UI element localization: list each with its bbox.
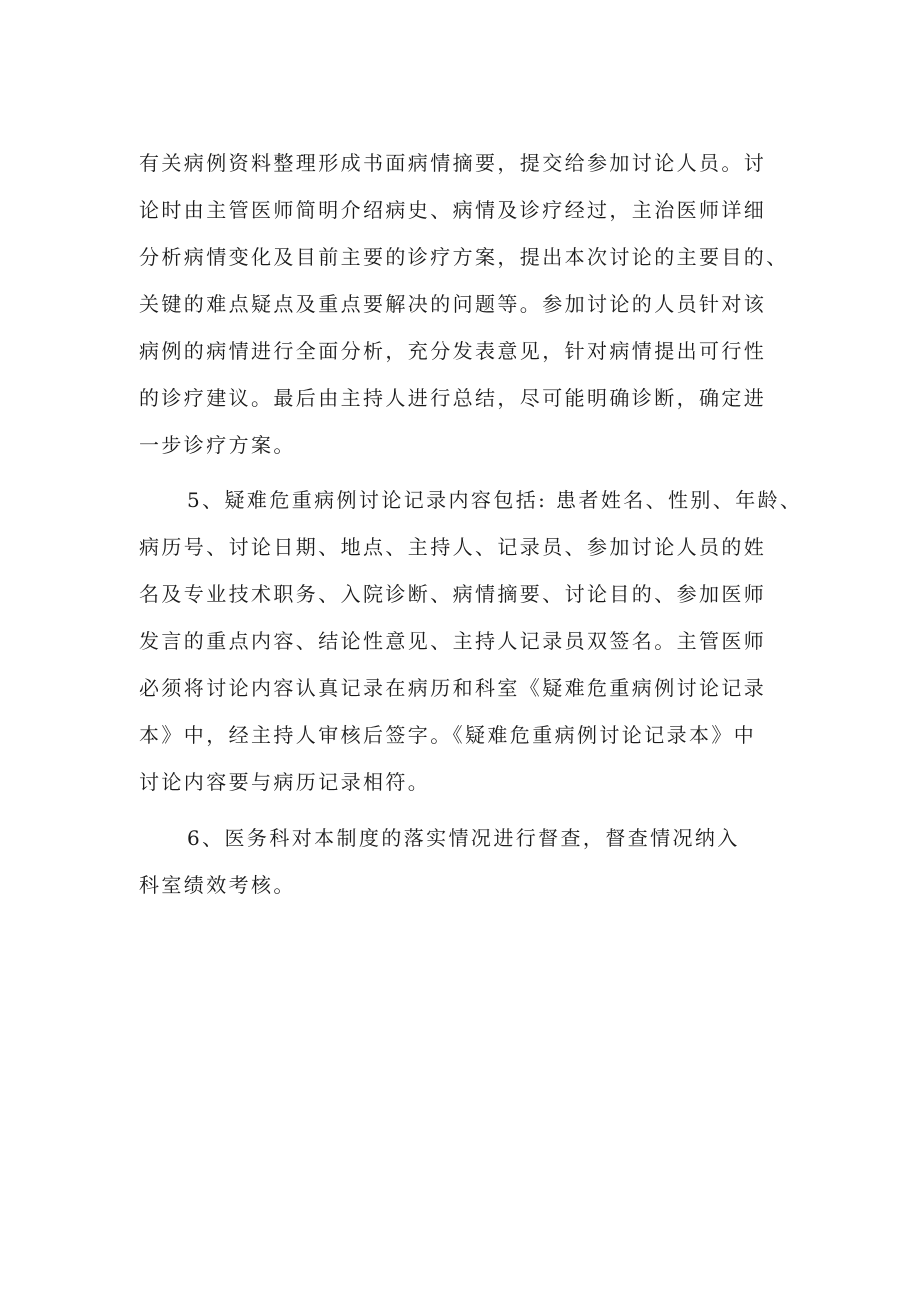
paragraph-1-line-6: 的诊疗建议。最后由主持人进行总结，尽可能明确诊断，确定进 bbox=[139, 386, 767, 410]
paragraph-1-line-5: 病例的病情进行全面分析，充分发表意见，针对病情提出可行性 bbox=[139, 339, 767, 363]
paragraph-2-line-2: 病历号、讨论日期、地点、主持人、记录员、参加讨论人员的姓 bbox=[139, 535, 767, 559]
paragraph-2-line-1: 5、疑难危重病例讨论记录内容包括: 患者姓名、性别、年龄、 bbox=[187, 488, 803, 512]
paragraph-3-line-1: 6、医务科对本制度的落实情况进行督查，督查情况纳入 bbox=[187, 826, 740, 850]
paragraph-1-line-4: 关键的难点疑点及重点要解决的问题等。参加讨论的人员针对该 bbox=[139, 292, 767, 316]
paragraph-2-line-4: 发言的重点内容、结论性意见、主持人记录员双签名。主管医师 bbox=[139, 629, 767, 653]
paragraph-2-line-7: 讨论内容要与病历记录相符。 bbox=[139, 770, 431, 794]
paragraph-1-line-1: 有关病例资料整理形成书面病情摘要，提交给参加讨论人员。讨 bbox=[139, 151, 767, 175]
paragraph-2-line-6: 本》中，经主持人审核后签字。《疑难危重病例讨论记录本》中 bbox=[139, 723, 757, 747]
paragraph-3-line-2: 科室绩效考核。 bbox=[139, 873, 296, 897]
paragraph-2-line-3: 名及专业技术职务、入院诊断、病情摘要、讨论目的、参加医师 bbox=[139, 582, 767, 606]
paragraph-1-line-2: 论时由主管医师简明介绍病史、病情及诊疗经过，主治医师详细 bbox=[139, 198, 767, 222]
paragraph-1-line-3: 分析病情变化及目前主要的诊疗方案，提出本次讨论的主要目的、 bbox=[139, 245, 789, 269]
paragraph-2-line-5: 必须将讨论内容认真记录在病历和科室《疑难危重病例讨论记录 bbox=[139, 676, 767, 700]
paragraph-1-line-7: 一步诊疗方案。 bbox=[139, 433, 296, 457]
